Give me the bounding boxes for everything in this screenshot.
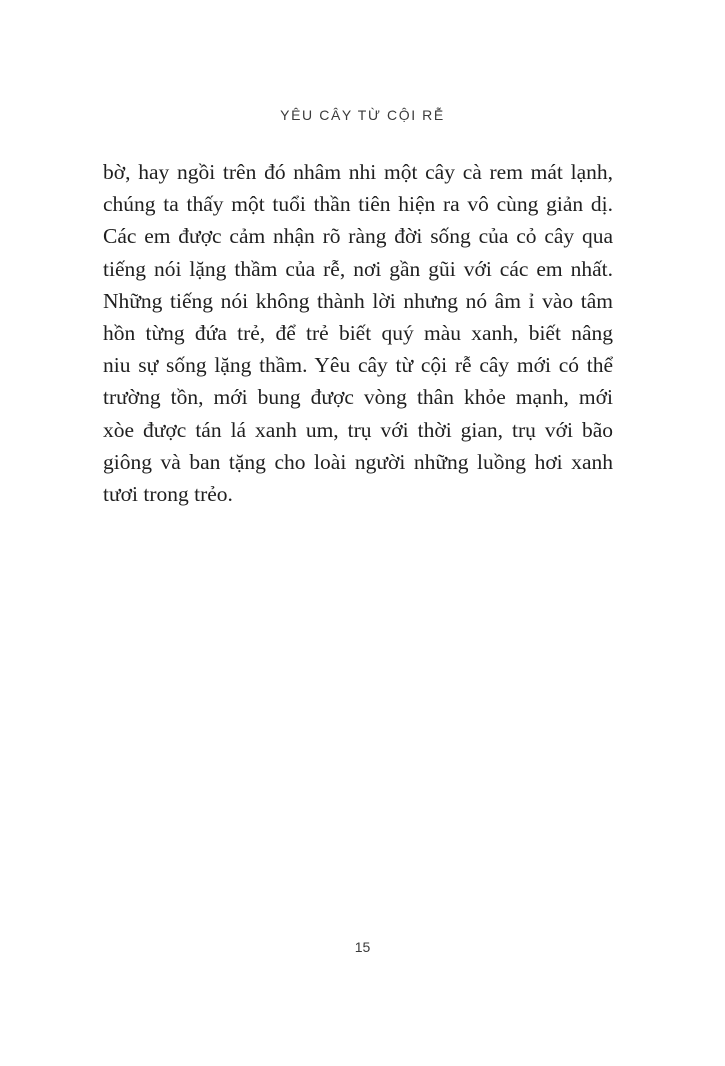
text-line: tiếng nói lặng thầm của rễ, nơi gần gũi với các em nhất. [103, 256, 613, 281]
running-head: YÊU CÂY TỪ CỘI RỄ [280, 107, 445, 123]
text-line: Các em được cảm nhận rõ ràng đời sống của cỏ cây qua [103, 224, 613, 249]
text-line: bờ, hay ngồi trên đó nhâm nhi một cây cà rem mát lạnh, [103, 160, 613, 184]
body-paragraph [103, 156, 613, 510]
text-line: giông và ban tặng cho loài người những luồng hơi xanh [103, 449, 613, 474]
text-line: Những tiếng nói không thành lời nhưng nó âm ỉ vào tâm [103, 288, 613, 313]
page-number: 15 [354, 939, 371, 955]
text-line: niu sự sống lặng thầm. Yêu cây từ cội rễ cây mới có thể [103, 353, 613, 378]
text-line-last: tươi trong trẻo. [103, 481, 233, 506]
text-line: trường tồn, mới bung được vòng thân khỏe mạnh, mới [103, 385, 613, 410]
text-line: hồn từng đứa trẻ, để trẻ biết quý màu xanh, biết nâng [103, 320, 613, 345]
text-line: xòe được tán lá xanh um, trụ với thời gian, trụ với bão [103, 417, 613, 442]
text-line: chúng ta thấy một tuổi thần tiên hiện ra vô cùng giản dị. [103, 192, 613, 217]
